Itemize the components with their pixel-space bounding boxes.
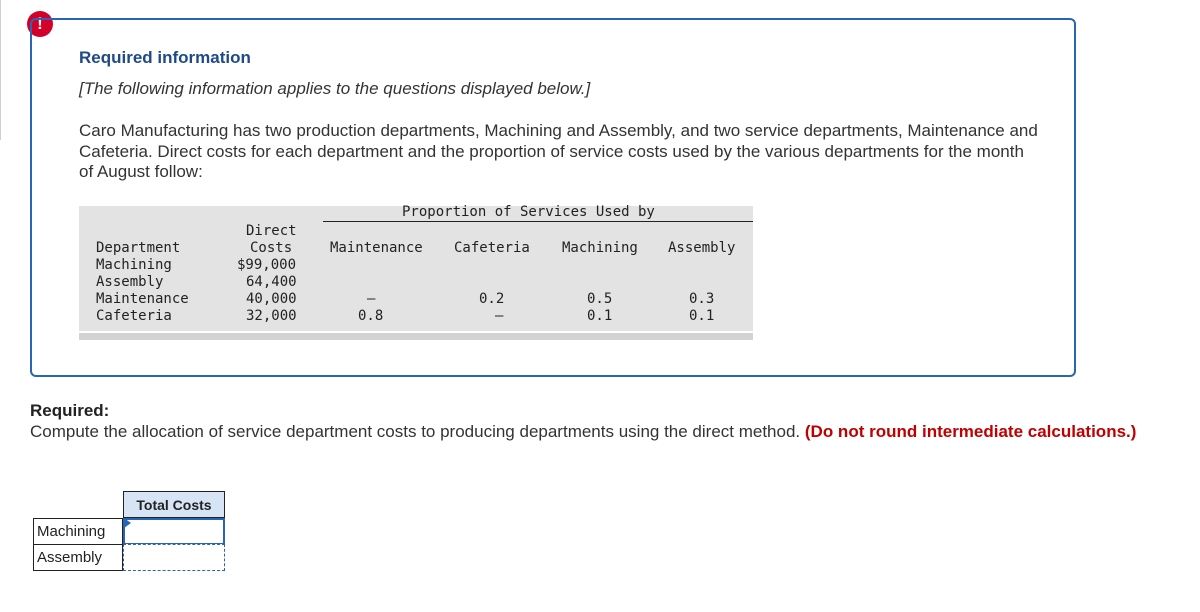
col-header-department: Department [96,240,181,256]
required-text: Compute the allocation of service department costs to producing departments using the direct method. [30,422,801,441]
table-row-department: Machining [96,257,172,273]
table-row-maintenance: 0.8 [358,308,384,324]
table-row-department: Maintenance [96,291,189,307]
table-row-direct-cost: $99,000 [237,257,297,273]
table-row-direct-cost: 40,000 [246,291,297,307]
info-subtitle: [The following information applies to the questions displayed below.] [79,79,591,98]
table-row-assembly: 0.3 [689,291,715,307]
table-row-direct-cost: 32,000 [246,308,297,324]
table-row-department: Cafeteria [96,308,172,324]
info-paragraph: Caro Manufacturing has two production departments, Machining and Assembly, and two service departments, Maintenance and Cafeteria. Direct costs for each department and the proportion of service costs used by the various departments for the month of August follow: [79,121,1038,181]
col-header-direct-line2: Costs [250,240,293,256]
required-heading: Required: [30,401,110,420]
table-row-direct-cost: 64,400 [246,274,297,290]
col-header-machining: Machining [562,240,638,256]
answer-row-label-assembly: Assembly [33,544,123,571]
col-header-total-costs: Total Costs [123,491,225,518]
rounding-note: (Do not round intermediate calculations.) [804,422,1137,441]
group-header: Proportion of Services Used by [402,204,655,220]
required-instructions [30,422,1170,443]
col-header-assembly: Assembly [668,240,736,256]
assembly-total-costs-input[interactable] [123,544,225,571]
info-title: Required information [79,48,251,67]
answer-row-label-machining: Machining [33,518,123,545]
table-bottom-bar [79,333,753,340]
table-row-cafeteria: 0.2 [479,291,505,307]
table-row-assembly: 0.1 [689,308,715,324]
active-cell-marker-icon [124,518,131,528]
table-row-machining: 0.1 [587,308,613,324]
group-header-rule [323,221,753,222]
answer-table [33,491,225,571]
table-row-maintenance: — [367,291,376,307]
left-edge-divider [0,0,1,140]
department-cost-table [79,206,753,331]
col-header-direct-line1: Direct [246,223,297,239]
col-header-maintenance: Maintenance [330,240,423,256]
machining-total-costs-input[interactable] [123,518,225,545]
answer-table-corner [33,491,123,518]
table-row-machining: 0.5 [587,291,613,307]
col-header-cafeteria: Cafeteria [454,240,530,256]
table-row-cafeteria: — [495,308,504,324]
table-row-department: Assembly [96,274,164,290]
exclamation-icon: ! [27,11,53,37]
